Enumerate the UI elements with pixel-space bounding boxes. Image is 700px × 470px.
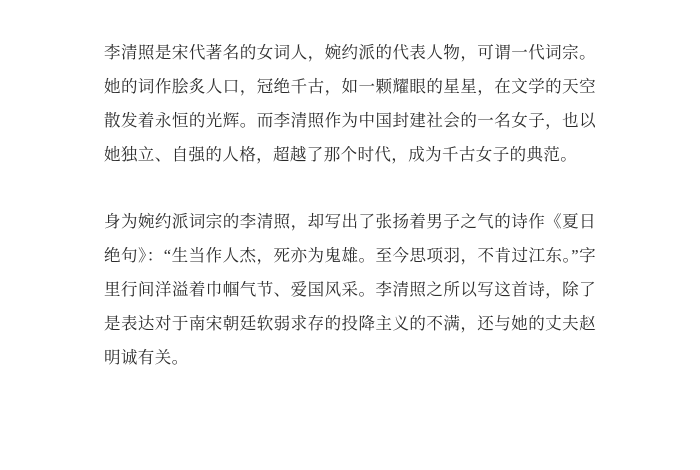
paragraph-2: 身为婉约派词宗的李清照，却写出了张扬着男子之气的诗作《夏日绝句》：“生当作人杰，死亦为鬼雄。至今思项羽，不肯过江东。”字里行间洋溢着巾帼气节、爱国风采。李清照之所以写这首诗，除了是表达对于南宋朝廷软弱求存的投降主义的不满，还与她的丈夫赵明诚有关。 xyxy=(104,211,596,368)
paragraph-1: 李清照是宋代著名的女词人，婉约派的代表人物，可谓一代词宗。她的词作脍炙人口，冠绝千古，如一颗耀眼的星星，在文学的天空散发着永恒的光辉。而李清照作为中国封建社会的一名女子，也以她独立、自强的人格，超越了那个时代，成为千古女子的典范。 xyxy=(104,43,596,165)
document-body xyxy=(104,36,596,375)
